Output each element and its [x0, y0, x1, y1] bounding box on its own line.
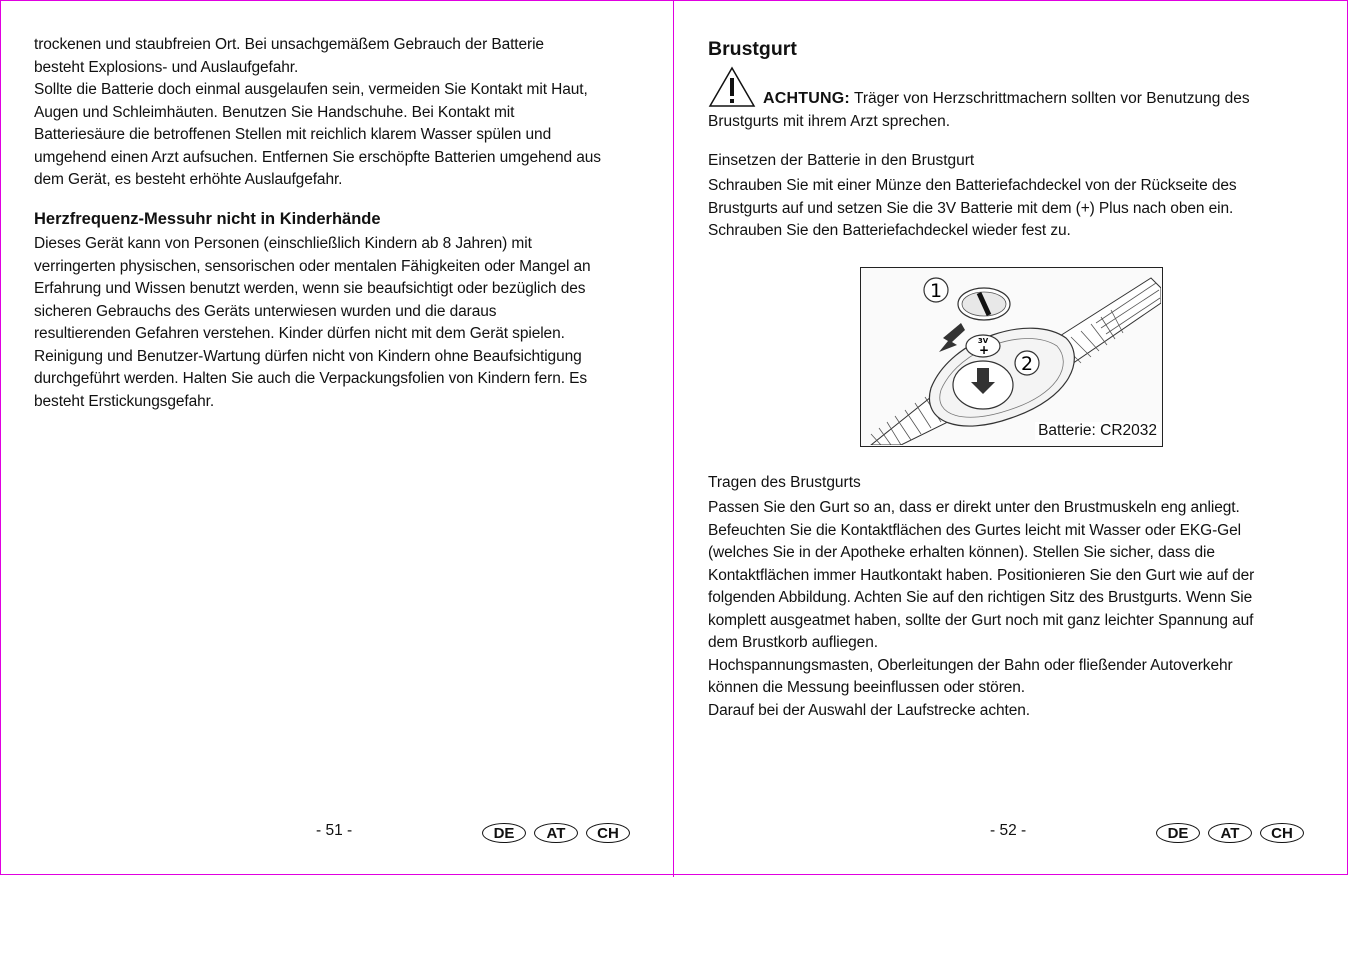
page-title: Brustgurt [708, 38, 797, 60]
battery-plus-sign: + [978, 343, 990, 357]
children-warning-heading: Herzfrequenz-Messuhr nicht in Kinderhände [34, 210, 381, 228]
page-number: - 52 - [990, 822, 1027, 839]
country-badge-at: AT [1208, 823, 1252, 843]
warning-line-1: ACHTUNG: Träger von Herzschrittmachern sollten vor Benutzung des [763, 90, 1250, 107]
keyword-kinder: Kinder [278, 325, 323, 342]
warning-line-2: Brustgurts mit ihrem Arzt sprechen. [708, 113, 951, 130]
step-1-label: 1 [929, 280, 943, 302]
battery-insert-figure [860, 267, 1163, 447]
country-badge-at: AT [534, 823, 578, 843]
figure-caption: Batterie: CR2032 [1035, 422, 1160, 440]
country-badges [482, 823, 630, 843]
chest-strap-illustration [861, 268, 1161, 445]
wearing-strap-heading: Tragen des Brustgurts [708, 474, 861, 491]
wearing-strap-paragraph: Passen Sie den Gurt so an, dass er direkt unter den Brustmuskeln eng anliegt. Befeuchten Sie die Kontaktflächen des Gurtes leicht mit Wasser oder EKG-Gel (welches Sie in der Apotheke erhalten können). Stellen Sie sicher, dass die Kontaktflächen immer Hautkontakt haben. Positionieren Sie den Gurt wie auf der folgenden Abbildung. Achten Sie auf den richtigen Sitz des Brustgurts. Wenn Sie komplett ausgeatmet haben, sollte der Gurt noch mit ganz leichter Spannung auf dem Brustkorb aufliegen. Hochspannungsmasten, Oberleitungen der Bahn oder fließender Autoverkehr können die Messung beeinflussen oder stören. Darauf bei der Auswahl der Laufstrecke achten. [708, 499, 1255, 719]
children-warning-paragraph: Dieses Gerät kann von Personen (einschließlich Kindern ab 8 Jahren) mit verringerten physischen, sensorischen oder mentalen Fähigkeiten oder Mangel an Erfahrung und Wissen benutzt werden, wenn sie beaufsichtigt oder bezüglich des sicheren Gebrauchs des Geräts unterwiesen wurden und die daraus resultierenden Gefahren verstehen. Kinder dürfen nicht mit dem Gerät spielen. Reinigung und Benutzer-Wartung dürfen nicht von Kindern ohne Beaufsichtigung durchgeführt werden. Halten Sie auch die Verpackungsfolien von Kindern fern. Es besteht Erstickungsgefahr. [34, 235, 591, 410]
country-badge-de: DE [1156, 823, 1200, 843]
battery-voltage-label: 3V [977, 337, 989, 345]
keyword-kindern: Kindern [364, 235, 418, 252]
page-52 [674, 0, 1348, 875]
page-number: - 51 - [316, 822, 353, 839]
keyword-benutzer-wartung: Benutzer-Wartung [136, 347, 261, 365]
warning-triangle-icon [708, 66, 756, 108]
page-51 [0, 0, 673, 875]
country-badge-ch: CH [1260, 823, 1304, 843]
battery-leak-paragraph: trockenen und staubfreien Ort. Bei unsachgemäßem Gebrauch der Batterie besteht Explosions- und Auslaufgefahr. Sollte die Batterie doch einmal ausgelaufen sein, vermeiden Sie Kontakt mit Haut, Augen und Schleimhäuten. Benutzen Sie Handschuhe. Bei Kontakt mit Batteriesäure die betroffenen Stellen mit reichlich klarem Wasser spülen und umgehend einen Arzt aufsuchen. Entfernen Sie erschöpfte Batterien umgehend aus dem Gerät, es besteht erhöhte Auslaufgefahr. [34, 36, 601, 188]
step-2-label: 2 [1020, 353, 1034, 375]
battery-insert-heading: Einsetzen der Batterie in den Brustgurt [708, 152, 975, 169]
warning-label: ACHTUNG: [763, 90, 850, 107]
country-badge-de: DE [482, 823, 526, 843]
country-badges [1156, 823, 1304, 843]
country-badge-ch: CH [586, 823, 630, 843]
battery-insert-paragraph: Schrauben Sie mit einer Münze den Batteriefachdeckel von der Rückseite des Brustgurts auf und setzen Sie die 3V Batterie mit dem (+) Plus nach oben ein. Schrauben Sie den Batteriefachdeckel wieder fest zu. [708, 177, 1237, 239]
keyword-kindern: Kindern [377, 347, 431, 365]
